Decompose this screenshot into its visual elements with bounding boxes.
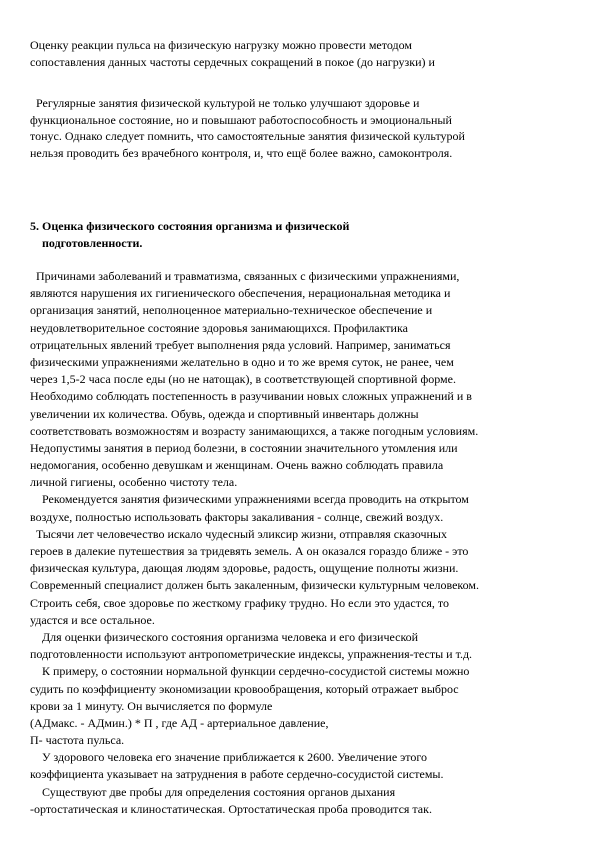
text-line: нельзя проводить без врачебного контроля, и, что ещё более важно, самоконтроля. xyxy=(30,145,453,160)
text-line: крови за 1 минуту. Он вычисляется по формуле xyxy=(30,698,273,713)
text-line: удастся и все остальное. xyxy=(30,612,155,627)
text-line: Регулярные занятия физической культурой не только улучшают здоровье и xyxy=(36,96,420,110)
text-line: воздухе, полностью использовать факторы закаливания - солнце, свежий воздух. xyxy=(30,509,444,524)
text-line: П- частота пульса. xyxy=(30,733,125,748)
section-heading xyxy=(30,218,575,251)
text-line: через 1,5-2 часа после еды (но не натощак), в соответствующей спортивной форме. xyxy=(30,372,456,387)
text-line: коэффициента указывает на затруднения в работе сердечно-сосудистой системы. xyxy=(30,767,444,782)
text-line: личной гигиены, особенно чистоту тела. xyxy=(30,475,238,490)
text-line: -ортостатическая и клиностатическая. Ортостатическая проба проводится так. xyxy=(30,801,432,816)
text-line: физическая культура, дающая людям здоровье, радость, ощущение полноты жизни. xyxy=(30,561,459,576)
text-line: неудовлетворительное состояние здоровья занимающихся. Профилактика xyxy=(30,320,408,335)
text-line: Существуют две пробы для определения состояния органов дыхания xyxy=(42,784,396,799)
text-line: недомогания, особенно девушкам и женщинам. Очень важно соблюдать правила xyxy=(30,458,444,473)
text-line: тонус. Однако следует помнить, что самостоятельные занятия физической культурой xyxy=(30,129,465,143)
text-line: Причинами заболеваний и травматизма, связанных с физическими упражнениями, xyxy=(36,269,460,283)
text-line: Строить себя, свое здоровье по жесткому графику трудно. Но если это удастся, то xyxy=(30,595,450,610)
text-line: увеличении их количества. Обувь, одежда и спортивный инвентарь должны xyxy=(30,406,419,421)
text-line: Недопустимы занятия в период болезни, в состоянии значительного утомления или xyxy=(30,440,458,455)
paragraph-regular-exercise xyxy=(30,95,575,161)
text-line: организация занятий, неполноценное материально-техническое обеспечение и xyxy=(30,303,433,318)
text-line: физическими упражнениями желательно в одно и то же время суток, не ранее, чем xyxy=(30,354,454,369)
paragraph-pulse xyxy=(30,37,575,70)
text-line: подготовленности используют антропометрические индексы, упражнения-тесты и т.д. xyxy=(30,647,473,662)
text-line: сопоставления данных частоты сердечных сокращений в покое (до нагрузки) и xyxy=(30,54,435,69)
text-line: Тысячи лет человечество искало чудесный эликсир жизни, отправляя сказочных xyxy=(36,526,447,541)
formula-line: (АДмакс. - АДмин.) * П , где АД - артериальное давление, xyxy=(30,715,329,730)
text-line: отрицательных явлений требует выполнения ряда условий. Например, заниматься xyxy=(30,337,451,352)
text-line: Современный специалист должен быть закаленным, физически культурным человеком. xyxy=(30,578,479,593)
text-line: Рекомендуется занятия физическими упражнениями всегда проводить на открытом xyxy=(42,492,469,507)
heading-line: подготовленности. xyxy=(42,235,143,250)
text-line: являются нарушения их гигиенического обеспечения, нерациональная методика и xyxy=(30,286,451,301)
section-body xyxy=(30,268,575,818)
text-line: Необходимо соблюдать постепенность в разучивании новых сложных упражнений и в xyxy=(30,389,472,404)
text-line: Оценку реакции пульса на физическую нагрузку можно провести методом xyxy=(30,38,412,52)
text-line: судить по коэффициенту экономизации кровообращения, который отражает выброс xyxy=(30,681,459,696)
text-line: Для оценки физического состояния организма человека и его физической xyxy=(42,629,419,644)
heading-line: 5. Оценка физического состояния организма и физической xyxy=(30,219,350,233)
text-line: К примеру, о состоянии нормальной функции сердечно-сосудистой системы можно xyxy=(42,664,470,679)
text-line: У здорового человека его значение приближается к 2600. Увеличение этого xyxy=(42,750,428,765)
text-line: соответствовать возможностям и возрасту занимающихся, а также погодным условиям. xyxy=(30,423,479,438)
text-line: функциональное состояние, но и повышают работоспособность и эмоциональный xyxy=(30,112,452,127)
text-line: героев в далекие путешествия за тридевять земель. А он оказался гораздо ближе - это xyxy=(30,544,469,558)
